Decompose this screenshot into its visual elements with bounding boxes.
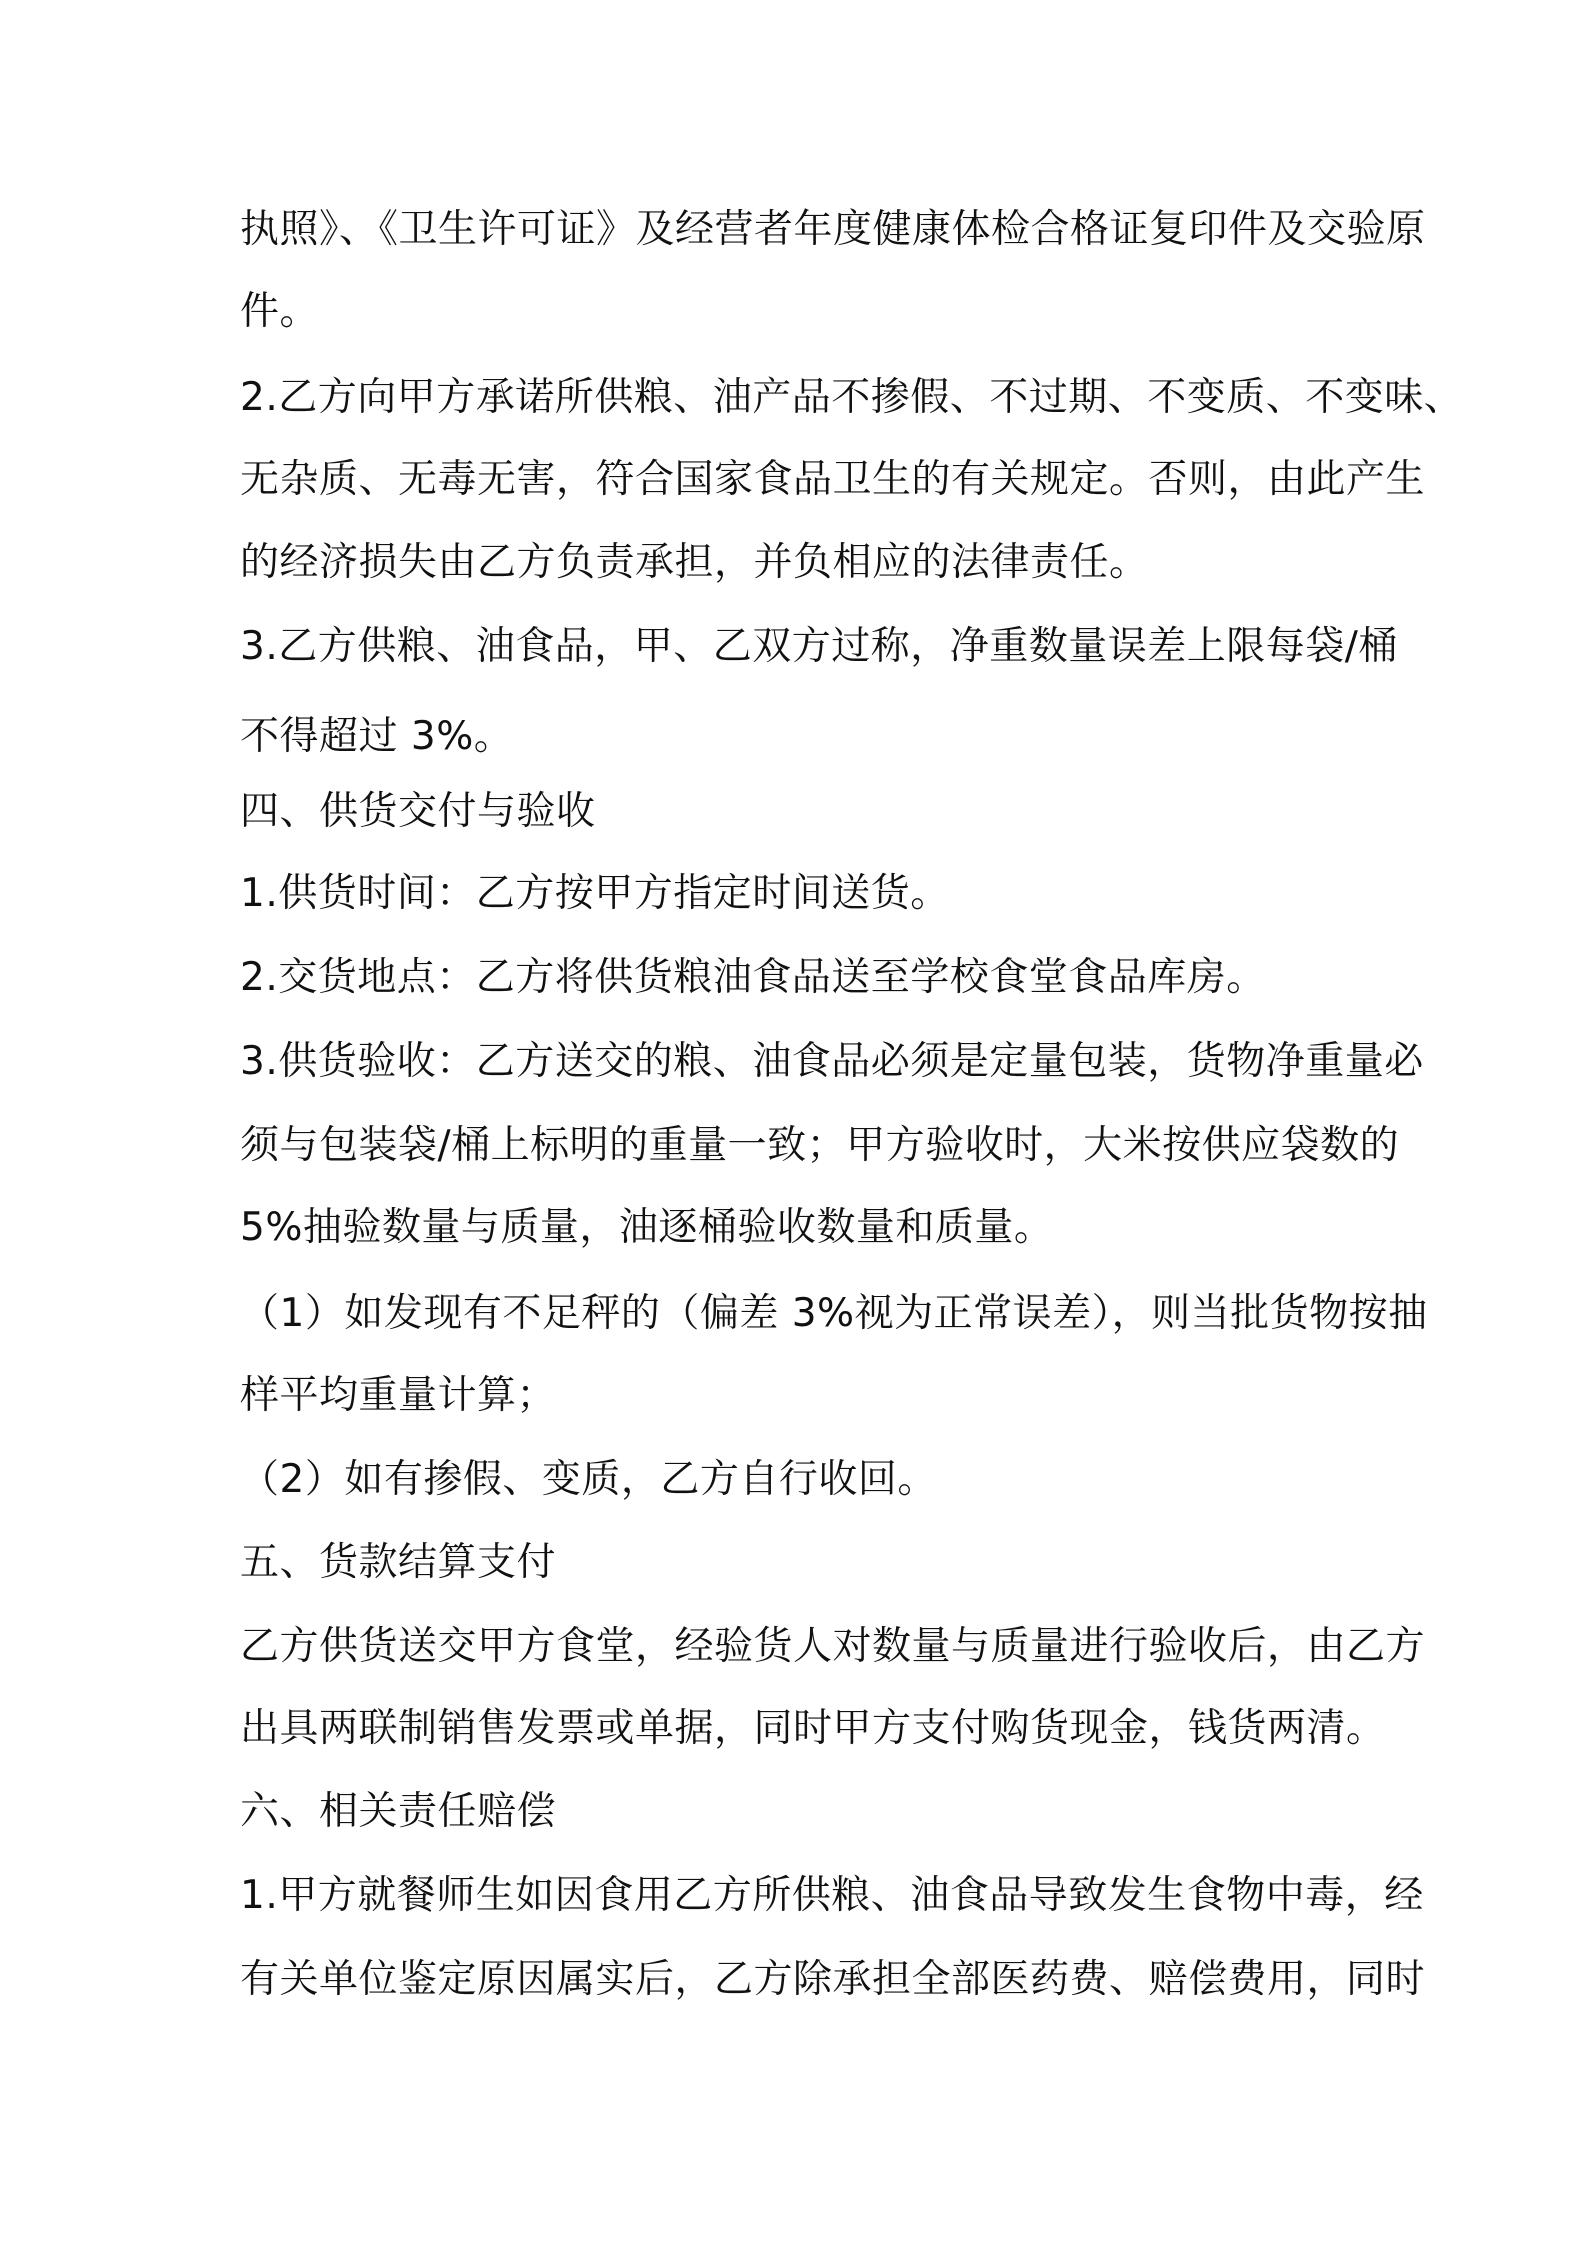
text-line: （2）如有掺假、变质，乙方自行收回。: [240, 1457, 937, 1502]
text-line: 的经济损失由乙方负责承担，并负相应的法律责任。: [240, 540, 1149, 585]
section-heading: 四、供货交付与验收: [240, 789, 596, 834]
text-line: （1）如发现有不足秤的（偏差 3%视为正常误差），则当批货物按抽: [240, 1291, 1428, 1336]
text-line: 5%抽验数量与质量，油逐桶验收数量和质量。: [240, 1205, 1054, 1250]
text-line: 2.交货地点：乙方将供货粮油食品送至学校食堂食品库房。: [240, 955, 1266, 1000]
text-line: 执照》、《卫生许可证》及经营者年度健康体检合格证复印件及交验原: [240, 207, 1426, 252]
text-line: 2.乙方向甲方承诺所供粮、油产品不掺假、不过期、不变质、不变味、: [240, 375, 1464, 420]
text-line: 须与包装袋/桶上标明的重量一致；甲方验收时，大米按供应袋数的: [240, 1123, 1400, 1168]
text-line: 出具两联制销售发票或单据，同时甲方支付购货现金，钱货两清。: [240, 1706, 1386, 1751]
section-heading: 六、相关责任赔偿: [240, 1789, 557, 1834]
text-line: 无杂质、无毒无害，符合国家食品卫生的有关规定。否则，由此产生: [240, 457, 1426, 502]
text-line: 不得超过 3%。: [240, 714, 514, 759]
section-heading: 五、货款结算支付: [240, 1540, 557, 1585]
text-line: 3.供货验收：乙方送交的粮、油食品必须是定量包装，货物净重量必: [240, 1039, 1424, 1084]
text-line: 1.供货时间：乙方按甲方指定时间送货。: [240, 871, 950, 916]
text-line: 样平均重量计算；: [240, 1373, 557, 1418]
text-line: 1.甲方就餐师生如因食用乙方所供粮、油食品导致发生食物中毒，经: [240, 1873, 1424, 1918]
text-line: 乙方供货送交甲方食堂，经验货人对数量与质量进行验收后，由乙方: [240, 1624, 1426, 1669]
text-line: 3.乙方供粮、油食品，甲、乙双方过称，净重数量误差上限每袋/桶: [240, 624, 1398, 669]
text-line: 件。: [240, 289, 320, 334]
text-line: 有关单位鉴定原因属实后，乙方除承担全部医药费、赔偿费用，同时: [240, 1957, 1426, 2002]
